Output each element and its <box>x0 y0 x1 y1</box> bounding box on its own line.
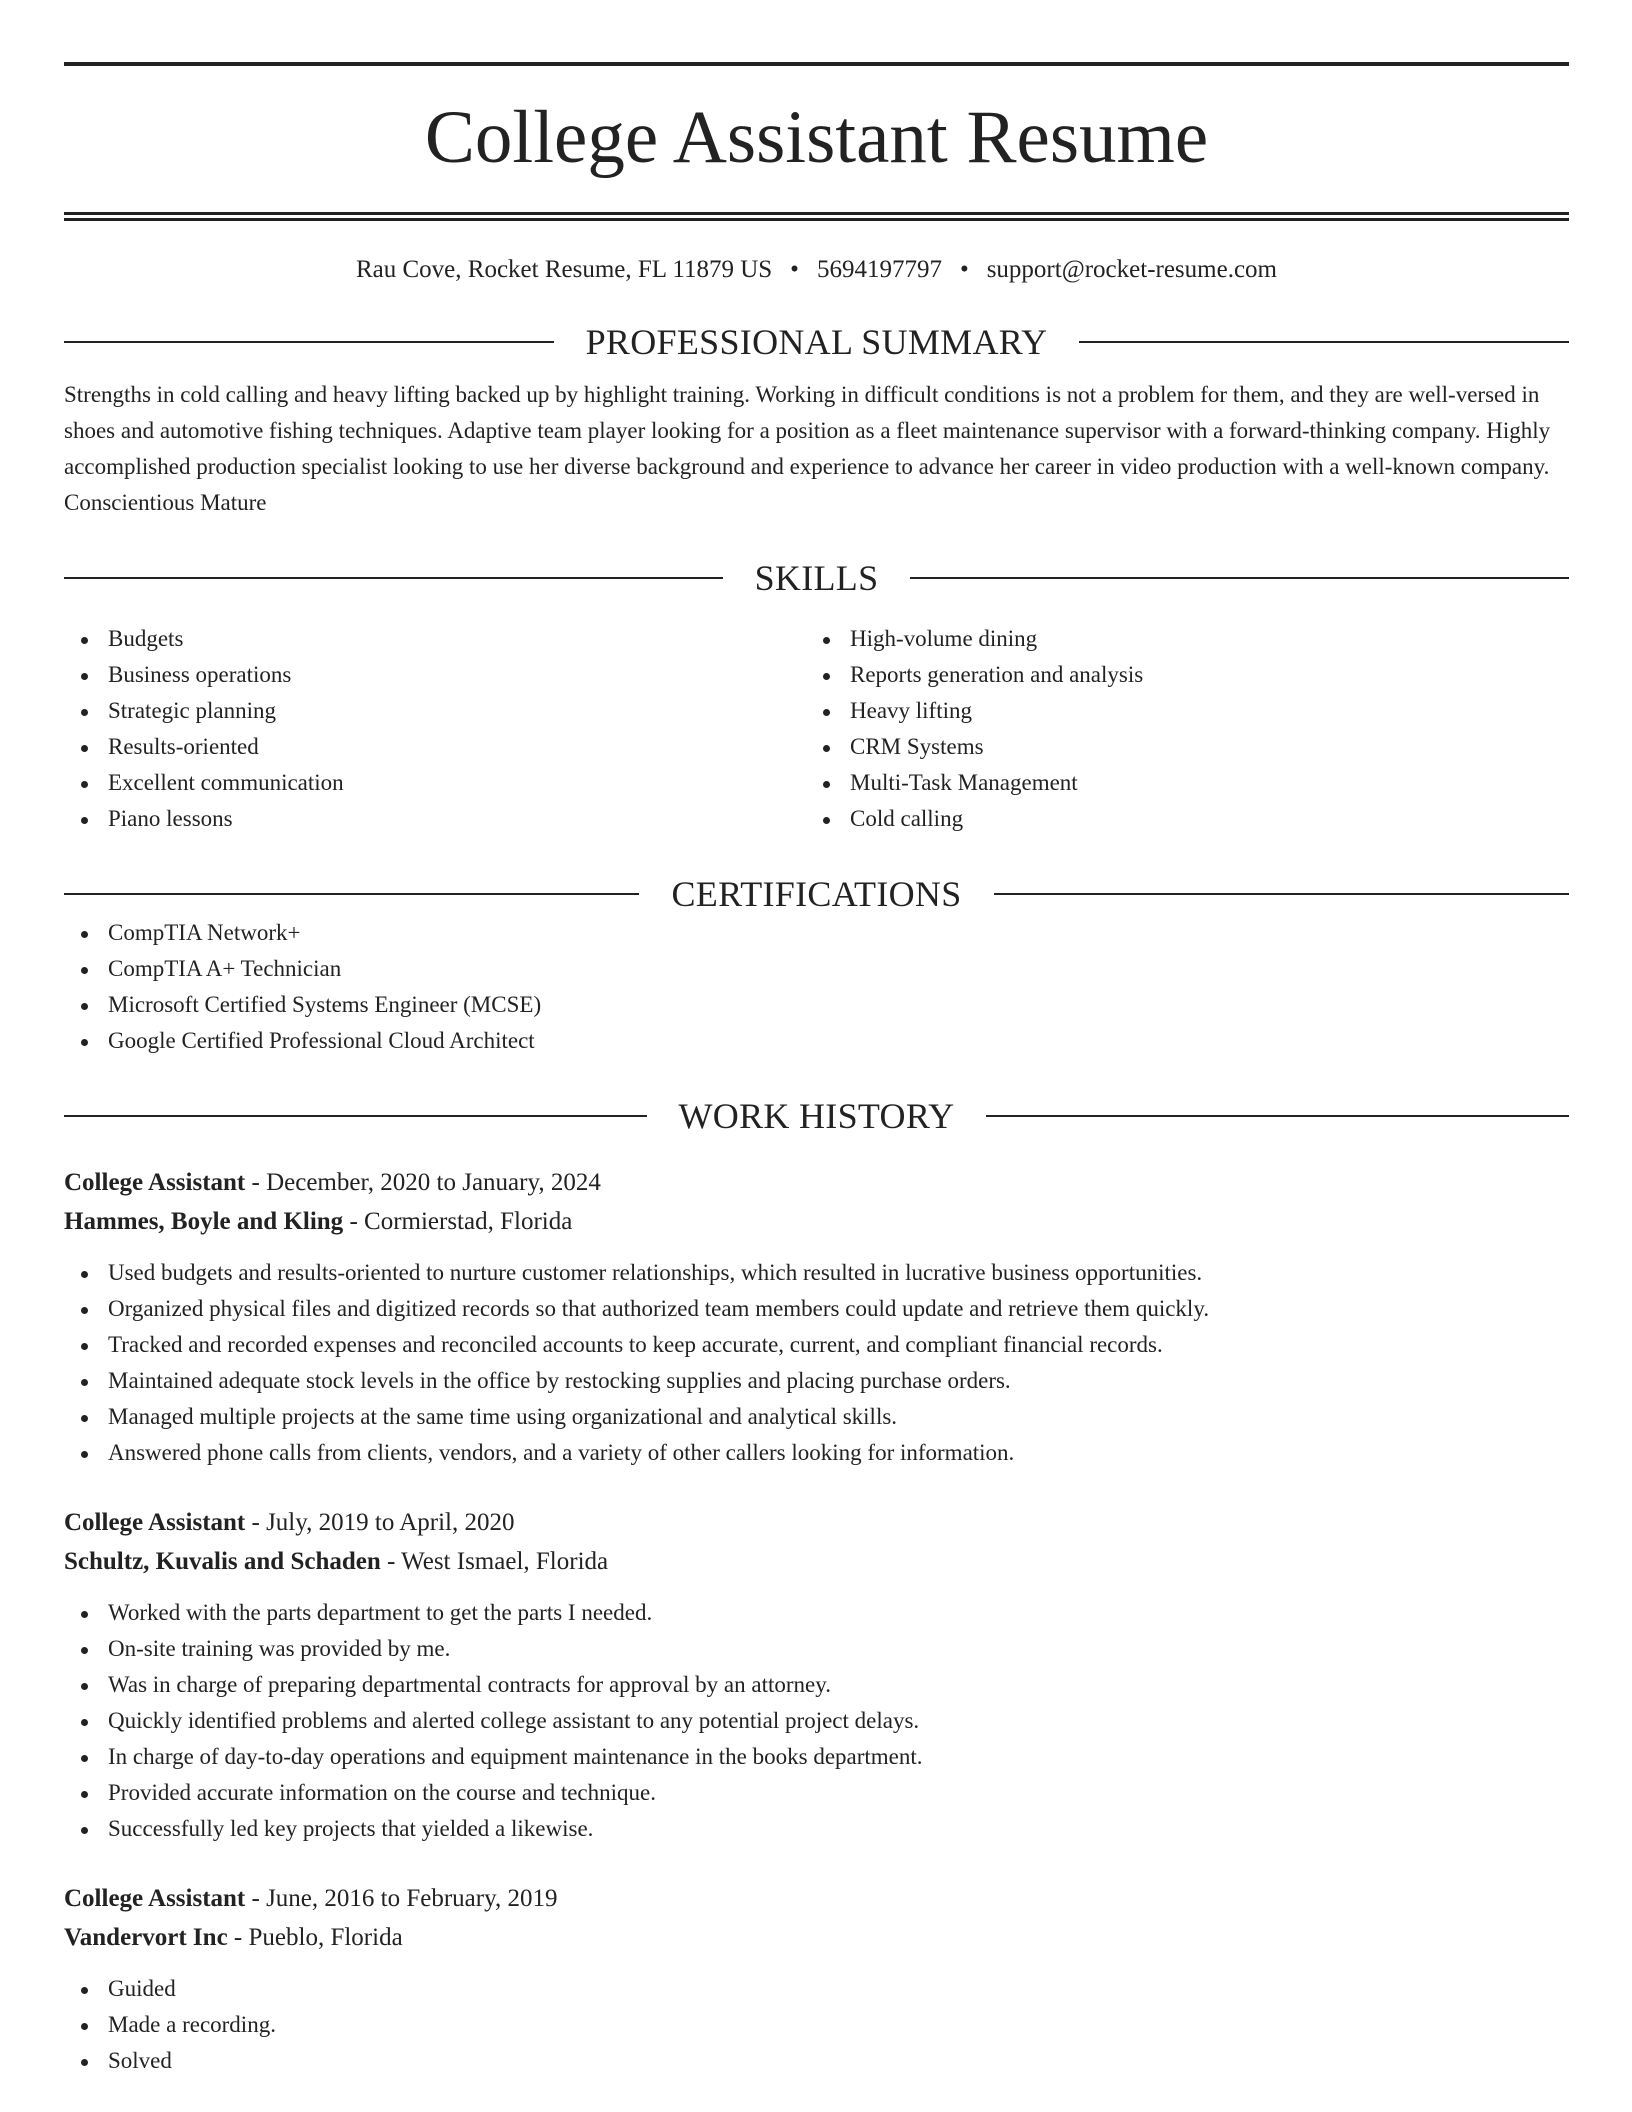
skill-item: Multi-Task Management <box>806 765 1548 801</box>
section-rule <box>64 1115 647 1117</box>
job-dates: - December, 2020 to January, 2024 <box>245 1169 601 1196</box>
contact-line <box>64 255 1569 285</box>
section-header-summary <box>64 321 1569 363</box>
job-location: - Pueblo, Florida <box>227 1924 403 1951</box>
section-rule <box>986 1115 1569 1117</box>
contact-email: support@rocket-resume.com <box>986 256 1277 283</box>
skills-list-right <box>806 621 1548 837</box>
section-title-work-history: WORK HISTORY <box>678 1096 955 1136</box>
job-company-line <box>64 1918 1569 1957</box>
skill-item: CRM Systems <box>806 729 1548 765</box>
contact-separator: • <box>959 256 969 283</box>
section-header-work-history <box>64 1095 1569 1137</box>
job-company-line <box>64 1542 1569 1581</box>
job-company: Hammes, Boyle and Kling <box>64 1208 344 1235</box>
summary-text: Strengths in cold calling and heavy lifting backed up by highlight training. Working in difficult conditions is not a problem for them, and they are well-versed in shoes and automotive fishing techniques. Adaptive team player looking for a position as a fleet maintenance supervisor with a forward-thinking company. Highly accomplished production specialist looking to use her diverse background and experience to advance her career in video production with a well-known company. Conscientious Mature <box>64 382 1551 515</box>
job-duty: Worked with the parts department to get the parts I needed. <box>64 1595 1569 1631</box>
job-duty: On-site training was provided by me. <box>64 1631 1569 1667</box>
job-duty: Maintained adequate stock levels in the office by restocking supplies and placing purchase orders. <box>64 1363 1569 1399</box>
contact-separator: • <box>790 256 799 283</box>
certification-item: Google Certified Professional Cloud Architect <box>64 1023 1569 1059</box>
job-location: - Cormierstad, Florida <box>343 1208 573 1235</box>
skill-item: High-volume dining <box>806 621 1548 657</box>
job-duty: Answered phone calls from clients, vendors, and a variety of other callers looking for information. <box>64 1435 1569 1471</box>
skills-list-left <box>64 621 806 837</box>
skill-item: Reports generation and analysis <box>806 657 1548 693</box>
job-entry <box>64 1163 1569 1471</box>
job-duty: Managed multiple projects at the same time using organizational and analytical skills. <box>64 1399 1569 1435</box>
section-rule <box>1079 341 1569 343</box>
section-header-skills <box>64 557 1569 599</box>
job-duties-list <box>64 1971 1569 2079</box>
job-duties-list <box>64 1255 1569 1471</box>
job-duty: In charge of day-to-day operations and equipment maintenance in the books department. <box>64 1739 1569 1775</box>
job-duties-list <box>64 1595 1569 1847</box>
skill-item: Piano lessons <box>64 801 806 837</box>
job-title-line <box>64 1503 1569 1542</box>
resume-title: College Assistant Resume <box>424 96 1209 179</box>
job-duty: Guided <box>64 1971 1569 2007</box>
certification-item: CompTIA A+ Technician <box>64 951 1569 987</box>
job-entry <box>64 1879 1569 2079</box>
section-rule <box>910 577 1569 579</box>
section-header-certifications <box>64 873 1569 915</box>
section-rule <box>994 893 1569 895</box>
top-rule <box>64 62 1569 66</box>
skill-item: Results-oriented <box>64 729 806 765</box>
job-duty: Provided accurate information on the course and technique. <box>64 1775 1569 1811</box>
skill-item: Budgets <box>64 621 806 657</box>
job-location: - West Ismael, Florida <box>380 1548 609 1575</box>
job-duty: Was in charge of preparing departmental contracts for approval by an attorney. <box>64 1667 1569 1703</box>
section-rule <box>64 893 639 895</box>
job-duty: Organized physical files and digitized records so that authorized team members could update and retrieve them quickly. <box>64 1291 1569 1327</box>
job-company-line <box>64 1202 1569 1241</box>
job-duty: Used budgets and results-oriented to nurture customer relationships, which resulted in lucrative business opportunities. <box>64 1255 1569 1291</box>
contact-phone: 5694197797 <box>816 256 942 283</box>
skill-item: Heavy lifting <box>806 693 1548 729</box>
job-title-line <box>64 1163 1569 1202</box>
job-entry <box>64 1503 1569 1847</box>
job-duty: Quickly identified problems and alerted college assistant to any potential project delays. <box>64 1703 1569 1739</box>
section-title-summary: PROFESSIONAL SUMMARY <box>585 322 1048 362</box>
job-title: College Assistant <box>64 1885 246 1912</box>
certification-item: CompTIA Network+ <box>64 915 1569 951</box>
job-duty: Tracked and recorded expenses and reconciled accounts to keep accurate, current, and compliant financial records. <box>64 1327 1569 1363</box>
skill-item: Cold calling <box>806 801 1548 837</box>
section-title-skills: SKILLS <box>754 558 879 598</box>
job-duty: Made a recording. <box>64 2007 1569 2043</box>
certifications-list <box>64 915 1569 1059</box>
job-title: College Assistant <box>64 1509 246 1536</box>
job-dates: - June, 2016 to February, 2019 <box>245 1885 558 1912</box>
skills-grid <box>64 621 1569 837</box>
skill-item: Excellent communication <box>64 765 806 801</box>
certification-item: Microsoft Certified Systems Engineer (MCSE) <box>64 987 1569 1023</box>
job-title-line <box>64 1879 1569 1918</box>
section-rule <box>64 577 723 579</box>
job-dates: - July, 2019 to April, 2020 <box>245 1509 515 1536</box>
job-duty: Successfully led key projects that yielded a likewise. <box>64 1811 1569 1847</box>
skill-item: Strategic planning <box>64 693 806 729</box>
job-title: College Assistant <box>64 1169 246 1196</box>
job-company: Vandervort Inc <box>64 1924 228 1951</box>
job-company: Schultz, Kuvalis and Schaden <box>64 1548 381 1575</box>
skill-item: Business operations <box>64 657 806 693</box>
contact-address: Rau Cove, Rocket Resume, FL 11879 US <box>355 256 773 283</box>
section-rule <box>64 341 554 343</box>
job-duty: Solved <box>64 2043 1569 2079</box>
section-title-certifications: CERTIFICATIONS <box>671 874 962 914</box>
title-double-rule <box>64 212 1569 221</box>
